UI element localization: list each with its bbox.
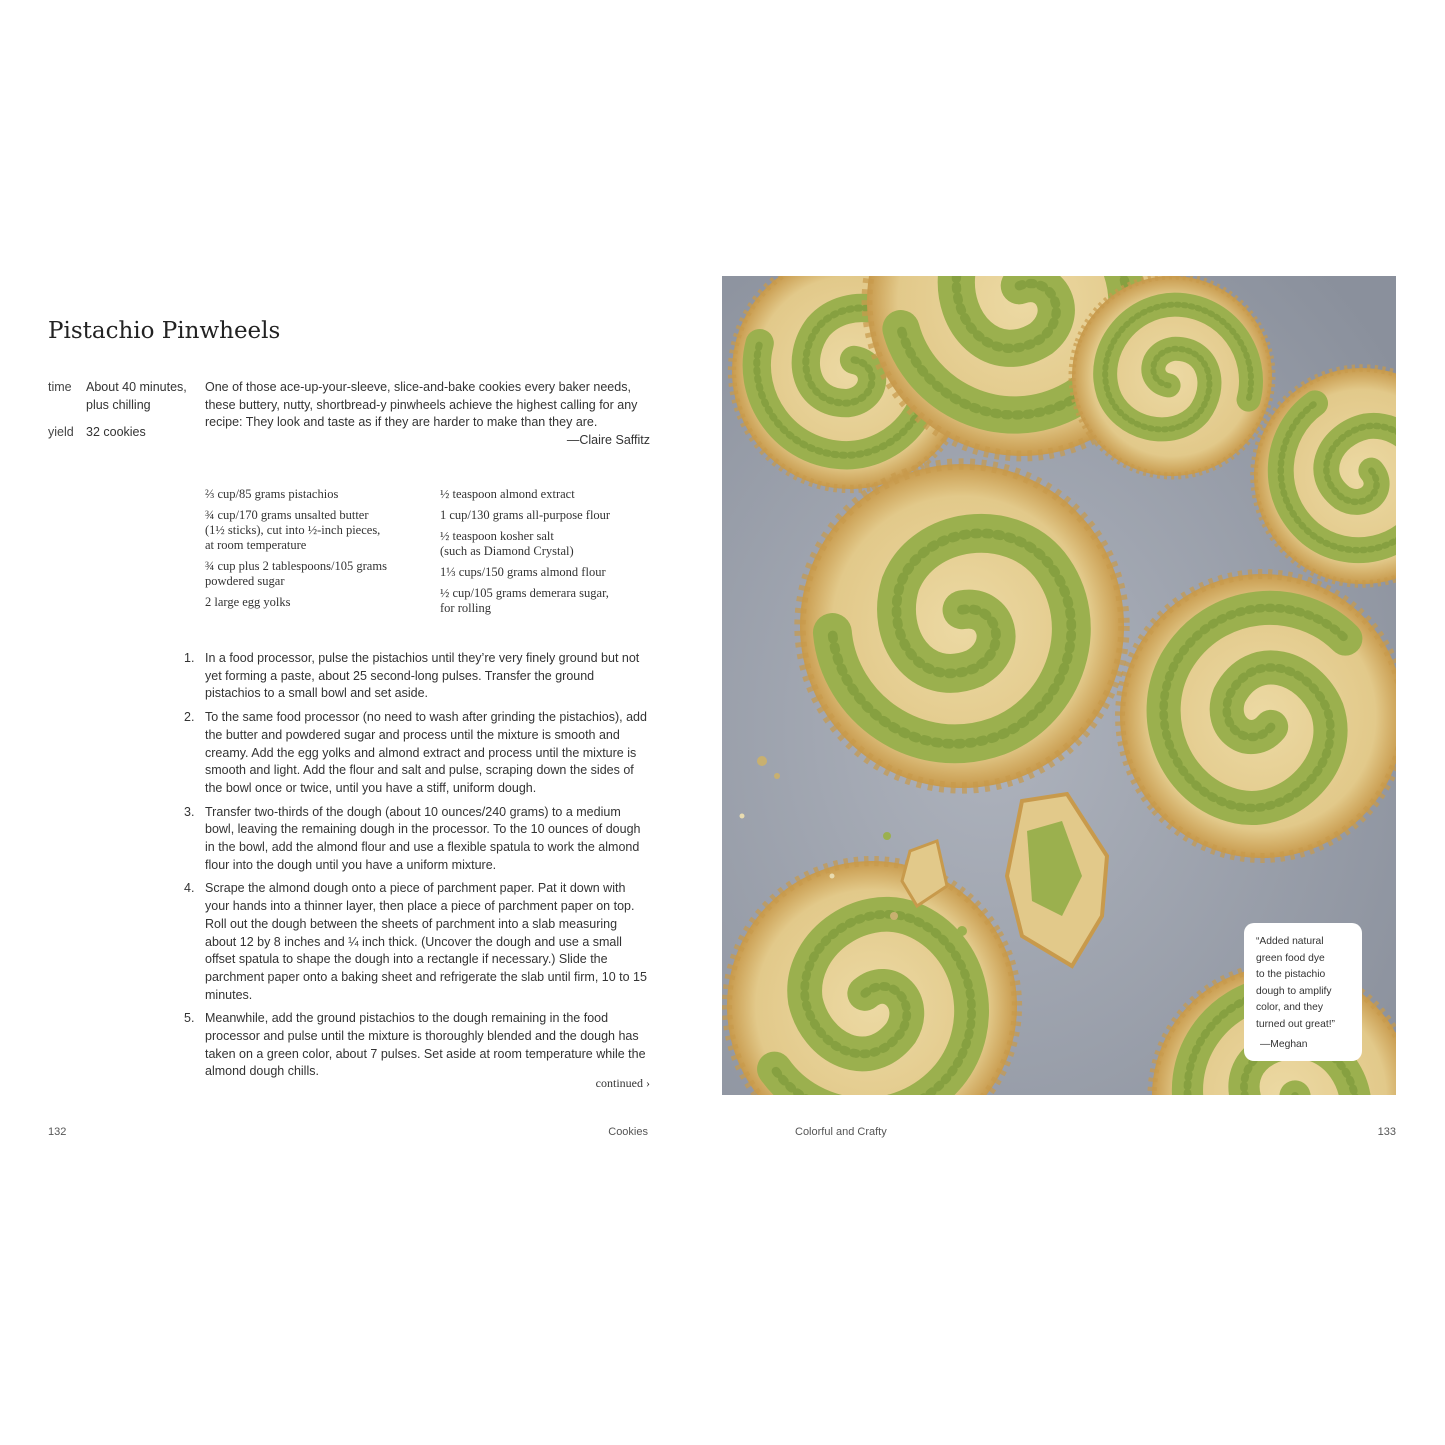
step-number: 4. [184,881,195,896]
step-number: 3. [184,804,195,819]
ingredients [205,487,650,622]
section-title-left: Cookies [608,1126,648,1138]
page-number-right: 133 [1377,1126,1396,1138]
time-row [48,379,198,414]
ingredient-item: ½ cup/105 grams demerara sugar, for rolling [440,586,609,615]
ingredient-item: ½ teaspoon kosher salt (such as Diamond Crystal) [440,529,574,558]
quote-card [1244,923,1362,1061]
recipe-title: Pistachio Pinwheels [48,318,281,344]
ingredient-item: 2 large egg yolks [205,595,291,609]
ingredient-item: 1 cup/130 grams all-purpose flour [440,508,611,522]
ingredient-item: ⅔ cup/85 grams pistachios [205,487,339,501]
recipe-meta [48,379,198,452]
quote-author: —Meghan [1260,1039,1308,1050]
ingredients-left-column [205,487,440,622]
step-text: To the same food processor (no need to wash after grinding the pistachios), add the butter and powdered sugar and process until the mixture is smooth and creamy. Add the egg yolks and almond extract and process until the mixture is smooth and light. Add the flour and salt and pulse, scraping down the sides of the bowl once or twice, until you have a stiff, uniform dough. [205,710,647,795]
method-step [184,1010,650,1081]
ingredient-item: ¾ cup/170 grams unsalted butter (1½ sticks), cut into ½-inch pieces, at room temperature [205,508,381,552]
intro-text: One of those ace-up-your-sleeve, slice-and-bake cookies every baker needs, these buttery, nutty, shortbread-y pinwheels achieve the highest calling for any recipe: They look and taste as if they are harder to make than they are. [205,380,638,430]
time-value: About 40 minutes, plus chilling [86,380,187,412]
crumb [957,926,967,936]
method-steps [184,650,650,1087]
step-text: Transfer two-thirds of the dough (about 10 ounces/240 grams) to a medium bowl, leaving the remaining dough in the processor. To the 10 ounces of dough in the bowl, add the almond flour and use a flexible spatula to work the almond flour into the dough until you have a uniform mixture. [205,804,641,872]
method-step [184,709,650,798]
yield-value: 32 cookies [86,425,146,439]
page-number-left: 132 [48,1126,67,1138]
cookie-center [800,464,1124,788]
crumb [774,773,780,779]
method-step [184,880,650,1004]
yield-row [48,424,198,442]
step-number: 1. [184,651,195,665]
step-number: 5. [184,1011,195,1026]
crumb [757,756,767,766]
crumb [740,814,745,819]
ingredient-item: 1⅓ cups/150 grams almond flour [440,565,606,579]
method-step [184,650,650,703]
section-title-right: Colorful and Crafty [795,1126,887,1138]
crumb [830,874,835,879]
ingredient-item: ½ teaspoon almond extract [440,487,575,501]
byline: —Claire Saffitz [566,432,650,447]
ingredient-item: ¾ cup plus 2 tablespoons/105 grams powdered sugar [205,559,387,588]
yield-label: yield [48,425,74,439]
step-number: 2. [184,710,195,725]
ingredients-right-column [440,487,650,622]
crumb [883,832,891,840]
continued-link[interactable]: continued › [595,1076,650,1090]
quote-text: “Added natural green food dye to the pistachio dough to amplify color, and they turned out great!” [1256,936,1335,1030]
method-step [184,804,650,875]
recipe-intro [205,379,650,449]
time-label: time [48,380,72,394]
step-text: In a food processor, pulse the pistachios until they’re very finely ground but not yet forming a paste, about 25 second-long pulses. Transfer the ground pistachios to a small bowl and set aside. [205,651,640,701]
step-text: Scrape the almond dough onto a piece of parchment paper. Pat it down with your hands into a thinner layer, then place a piece of parchment paper on top. Roll out the dough between the sheets of parchment into a slab measuring about 12 by 8 inches and ¼ inch thick. (Uncover the dough and use a small offset spatula to shape the dough into a rectangle if necessary.) Slide the parchment paper onto a baking sheet and refrigerate the slab until firm, 10 to 15 minutes. [205,881,647,1002]
crumb [890,912,898,920]
step-text: Meanwhile, add the ground pistachios to the dough remaining in the food processor and pulse until the mixture is thoroughly blended and the dough has taken on a green color, about 7 pulses. Set aside at room temperature while the almond dough chills. [205,1011,646,1079]
